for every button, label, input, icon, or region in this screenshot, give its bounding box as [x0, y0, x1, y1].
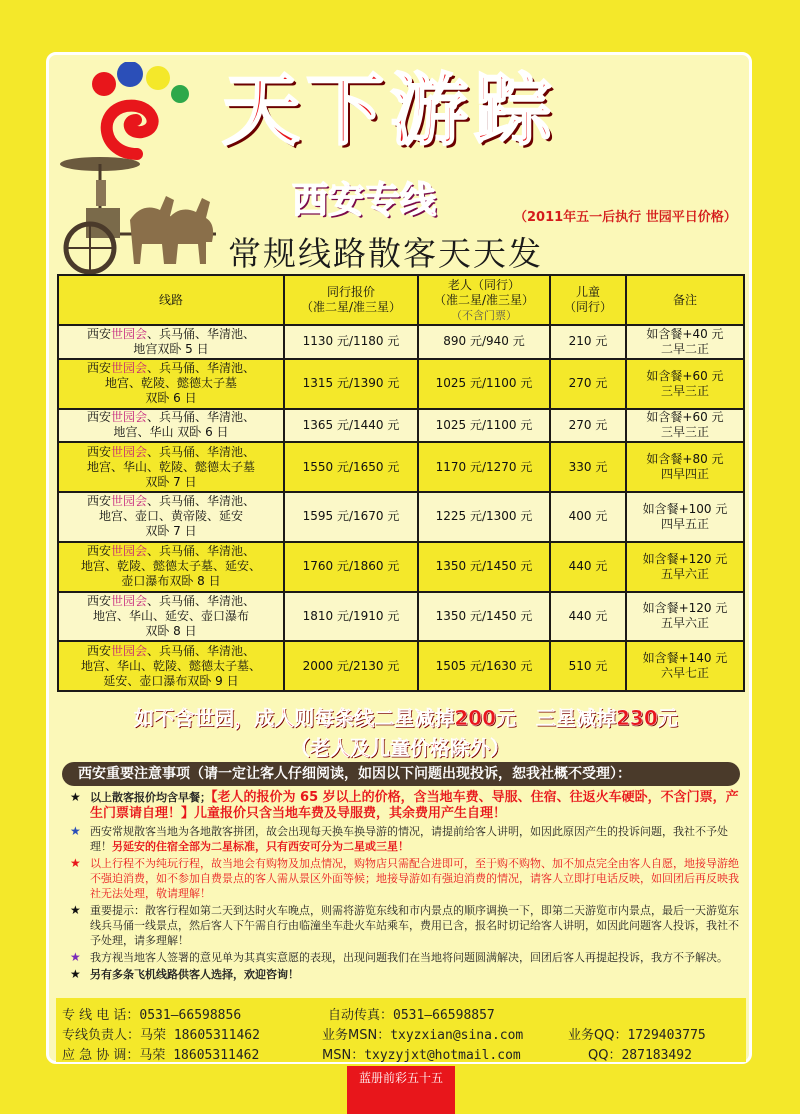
- route-row: [58, 442, 744, 492]
- route-row: [58, 325, 744, 359]
- header-child-price: 儿童 （同行）: [550, 275, 626, 325]
- msn-address[interactable]: txyzxian@sina.com: [390, 1028, 524, 1043]
- notice-item: ★ 以上散客报价均含早餐；【老人的报价为 65 岁以上的价格，含当地车费、导服、住宿、往返火车硬卧，不含门票，产生门票请自理！】儿童报价只含当地车费及导服费，其余费用产生自理！: [70, 790, 739, 821]
- remark: 如含餐+40 元 二早二正: [626, 325, 744, 359]
- route-name: 西安世园会、兵马俑、华清池、 地宫、华山 双卧 6 日: [58, 409, 284, 443]
- senior-price: 890 元/940 元: [418, 325, 550, 359]
- remark: 如含餐+60 元 三早三正: [626, 359, 744, 409]
- remark: 如含餐+120 元 五早六正: [626, 542, 744, 592]
- senior-price: 1025 元/1100 元: [418, 359, 550, 409]
- msn: 业务MSN：txyzxian@sina.com: [322, 1028, 524, 1043]
- msn2: MSN：txyzyjxt@hotmail.com: [322, 1048, 521, 1063]
- peer-price: 1595 元/1670 元: [284, 492, 418, 542]
- qq-number[interactable]: 1729403775: [627, 1028, 706, 1043]
- peer-price: 1550 元/1650 元: [284, 442, 418, 492]
- hotline-number[interactable]: 0531—66598856: [139, 1008, 242, 1023]
- star-bullet-icon: ★: [70, 824, 81, 838]
- header-senior-price: 老人（同行） （准二星/准三星） （不含门票）: [418, 275, 550, 325]
- header-peer-price: 同行报价 （准二星/准三星）: [284, 275, 418, 325]
- emergency: 应 急 协 调：马荣 18605311462: [62, 1048, 260, 1063]
- star-bullet-icon: ★: [70, 856, 81, 870]
- remark: 如含餐+80 元 四早四正: [626, 442, 744, 492]
- peer-price: 1130 元/1180 元: [284, 325, 418, 359]
- page-footer-tag: 蓝册前彩五十五: [347, 1066, 455, 1114]
- route-row: [58, 592, 744, 642]
- qq2: QQ：287183492: [588, 1048, 692, 1063]
- route-name: 西安世园会、兵马俑、华清池、 地宫、华山、乾陵、懿德太子墓 双卧 7 日: [58, 442, 284, 492]
- qq: 业务QQ：1729403775: [568, 1028, 706, 1043]
- terracotta-chariot-icon: [56, 150, 222, 278]
- route-row: [58, 492, 744, 542]
- star-bullet-icon: ★: [70, 967, 81, 981]
- star-bullet-icon: ★: [70, 790, 81, 804]
- senior-price: 1350 元/1450 元: [418, 542, 550, 592]
- header-route: 线路: [58, 275, 284, 325]
- peer-price: 1760 元/1860 元: [284, 542, 418, 592]
- child-price: 440 元: [550, 592, 626, 642]
- contact-panel: [56, 998, 746, 1062]
- discount-note: 如不含世园，成人则每条线二星减掉200元 三星减掉230元: [134, 706, 678, 730]
- child-price: 400 元: [550, 492, 626, 542]
- notice-header: 西安重要注意事项（请一定让客人仔细阅读，如因以下问题出现投诉，恕我社概不受理）：: [62, 762, 740, 786]
- discount-exception: （老人及儿童价格除外）: [290, 736, 510, 760]
- route-row: [58, 409, 744, 443]
- peer-price: 2000 元/2130 元: [284, 641, 418, 691]
- peer-price: 1365 元/1440 元: [284, 409, 418, 443]
- child-price: 440 元: [550, 542, 626, 592]
- notice-list: [62, 790, 746, 984]
- route-name: 西安世园会、兵马俑、华清池、 地宫、华山、延安、壶口瀑布 双卧 8 日: [58, 592, 284, 642]
- price-period-note: （2011年五一后执行 世园平日价格）: [514, 210, 737, 225]
- senior-price: 1505 元/1630 元: [418, 641, 550, 691]
- notice-item: ★ 另有多条飞机线路供客人选择，欢迎咨询！: [70, 967, 299, 981]
- child-price: 330 元: [550, 442, 626, 492]
- brand-title: 天下游踪: [222, 65, 559, 156]
- route-row: [58, 359, 744, 409]
- route-name: 西安世园会、兵马俑、华清池、 地宫双卧 5 日: [58, 325, 284, 359]
- senior-price: 1170 元/1270 元: [418, 442, 550, 492]
- remark: 如含餐+120 元 五早六正: [626, 592, 744, 642]
- child-price: 270 元: [550, 359, 626, 409]
- senior-price: 1225 元/1300 元: [418, 492, 550, 542]
- route-name: 西安世园会、兵马俑、华清池、 地宫、壶口、黄帝陵、延安 双卧 7 日: [58, 492, 284, 542]
- senior-price: 1350 元/1450 元: [418, 592, 550, 642]
- peer-price: 1315 元/1390 元: [284, 359, 418, 409]
- notice-item: ★ 西安常规散客当地为各地散客拼团，故会出现每天换车换导游的情况，请提前给客人讲明，如因此原因产生的投诉问题，我社不予处理！另延安的住宿全部为二星标准，只有西安可分为二星或三星！: [70, 824, 728, 853]
- fax-number[interactable]: 0531—66598857: [393, 1008, 495, 1023]
- notice-item: ★ 我方视当地客人签署的意见单为其真实意愿的表现，出现问题我们在当地将问题圆满解决，回团后客人再提起投诉，我方不予解决。: [70, 950, 728, 964]
- child-price: 270 元: [550, 409, 626, 443]
- star-bullet-icon: ★: [70, 950, 81, 964]
- manager-contact[interactable]: 马荣 18605311462: [140, 1028, 260, 1043]
- remark: 如含餐+60 元 三早三正: [626, 409, 744, 443]
- header-remark: 备注: [626, 275, 744, 325]
- logo-icon: [82, 62, 192, 162]
- remark: 如含餐+140 元 六早七正: [626, 641, 744, 691]
- emergency-contact[interactable]: 马荣 18605311462: [139, 1048, 260, 1063]
- senior-price: 1025 元/1100 元: [418, 409, 550, 443]
- route-name: 西安世园会、兵马俑、华清池、 地宫、乾陵、懿德太子墓、延安、 壶口瀑布双卧 8 日: [58, 542, 284, 592]
- hotline: 专 线 电 话：0531—66598856: [62, 1008, 242, 1023]
- fax: 自动传真：0531—66598857: [328, 1008, 495, 1023]
- route-row: [58, 542, 744, 592]
- route-name: 西安世园会、兵马俑、华清池、 地宫、华山、乾陵、懿德太子墓、 延安、壶口瀑布双卧 9 日: [58, 641, 284, 691]
- notice-item: ★ 以上行程不为纯玩行程，故当地会有购物及加点情况，购物店只需配合进即可，至于购不购物、加不加点完全由客人自愿，地接导游绝不强迫消费，如不参加自费景点的客人需从景区外面等候；地接导游如有强迫消费的情况，请客人立即打电话反映，如回团后再反映我社无法处理，敬请理解！: [70, 856, 739, 900]
- child-price: 210 元: [550, 325, 626, 359]
- child-price: 510 元: [550, 641, 626, 691]
- route-brand: 西安专线: [292, 179, 437, 221]
- remark: 如含餐+100 元 四早五正: [626, 492, 744, 542]
- route-price-table: [57, 274, 745, 692]
- peer-price: 1810 元/1910 元: [284, 592, 418, 642]
- notice-item: ★ 重要提示：散客行程如第二天到达时火车晚点，则需将游览东线和市内景点的顺序调换一下，即第二天游览市内景点，最后一天游览东线兵马俑一线景点，然后客人下午需自行由临潼坐车赴火车站乘车，费用已含，报名时切记给客人讲明，如因此问题客人投诉，我社不予处理，请多理解！: [70, 903, 739, 947]
- route-name: 西安世园会、兵马俑、华清池、 地宫、乾陵、懿德太子墓 双卧 6 日: [58, 359, 284, 409]
- star-bullet-icon: ★: [70, 903, 81, 917]
- msn2-address[interactable]: txyzyjxt@hotmail.com: [364, 1048, 521, 1063]
- route-row: [58, 641, 744, 691]
- slogan: 常规线路散客天天发: [228, 234, 543, 273]
- manager: 专线负责人：马荣 18605311462: [62, 1028, 260, 1043]
- qq2-number[interactable]: 287183492: [621, 1048, 692, 1063]
